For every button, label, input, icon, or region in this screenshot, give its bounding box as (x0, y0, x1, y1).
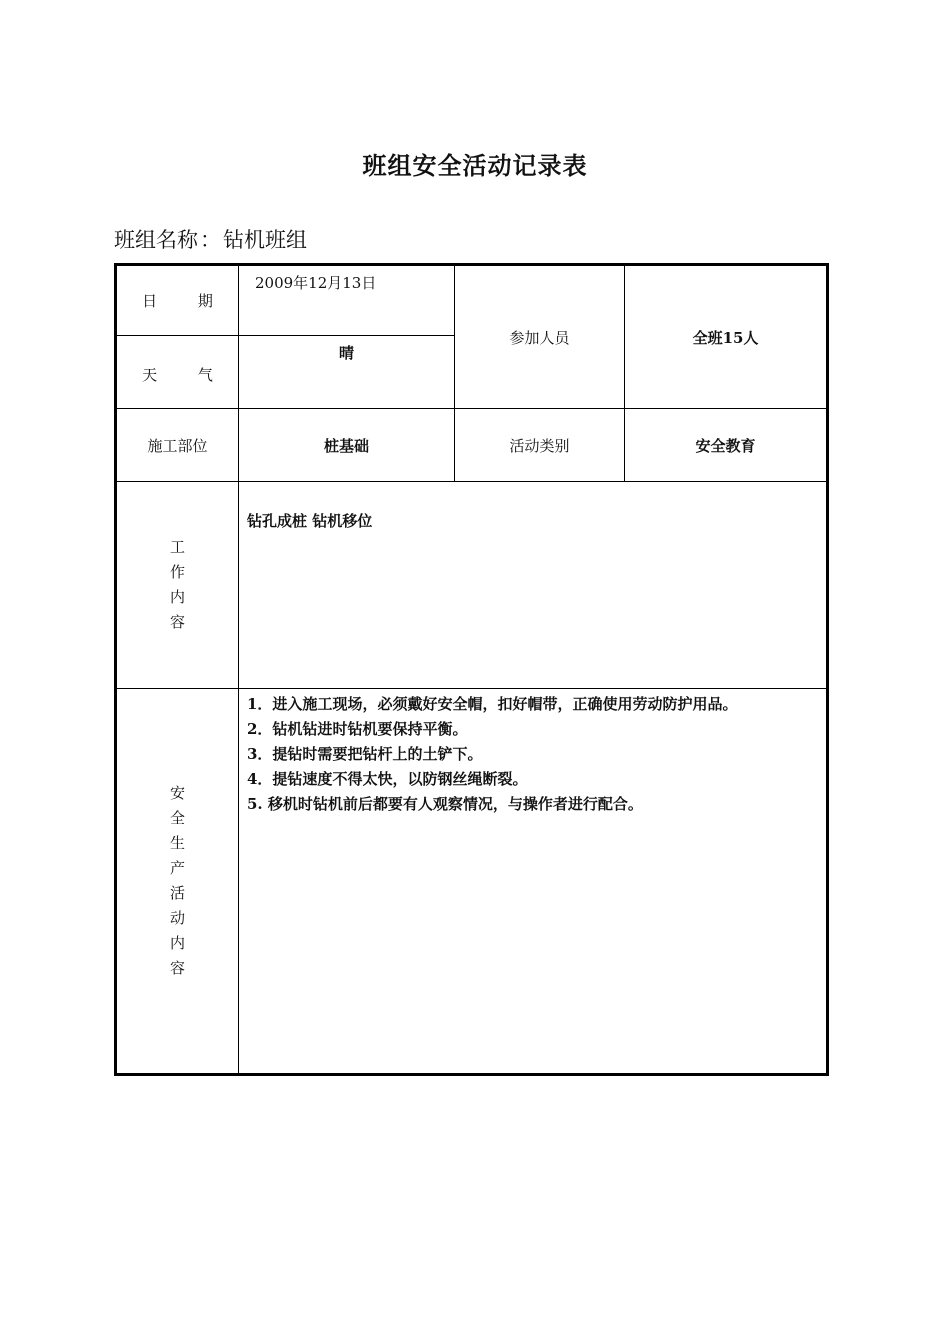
weather-label: 天 气 (142, 365, 231, 384)
safety-item: 5. 移机时钻机前后都要有人观察情况，与操作者进行配合。 (247, 795, 643, 813)
activity-record-table (114, 263, 829, 1076)
safety-label-char: 活 (169, 884, 185, 902)
safety-item: 2．钻机钻进时钻机要保持平衡。 (247, 720, 468, 738)
work-label-char: 内 (169, 588, 185, 606)
work-content-cell (247, 509, 817, 534)
safety-item: 4．提钻速度不得太快，以防钢丝绳断裂。 (247, 770, 528, 788)
page-title: 班组安全活动记录表 (362, 151, 588, 180)
date-value-cell (255, 272, 445, 302)
location-value-cell (239, 409, 454, 481)
weather-label-cell (117, 359, 238, 389)
team-name-value: 钻机班组 (223, 228, 307, 252)
date-label: 日 期 (142, 292, 231, 310)
category-value-cell (625, 409, 826, 481)
safety-label-char: 动 (169, 909, 185, 927)
grid-line (117, 335, 455, 336)
safety-item-list (247, 692, 825, 817)
team-name-line (114, 224, 307, 254)
participants-value: 全班15人 (692, 328, 759, 347)
safety-label-char: 生 (169, 834, 185, 852)
date-label-cell (117, 266, 238, 335)
team-name-label: 班组名称 (114, 228, 198, 252)
location-label: 施工部位 (147, 436, 208, 455)
category-label: 活动类别 (509, 436, 570, 455)
safety-item: 1．进入施工现场，必须戴好安全帽，扣好帽带，正确使用劳动防护用品。 (247, 695, 738, 713)
safety-content-label-cell (117, 689, 238, 1073)
participants-label-cell (455, 266, 624, 408)
safety-label-char: 容 (169, 959, 185, 977)
safety-content-cell (247, 692, 825, 817)
safety-label-char: 全 (169, 809, 185, 827)
work-label-char: 容 (169, 613, 185, 631)
safety-label-char: 内 (169, 934, 185, 952)
weather-value-cell (239, 338, 454, 366)
safety-label-char: 产 (169, 859, 185, 877)
team-name-separator: ： (200, 228, 221, 252)
safety-label-char: 安 (169, 784, 185, 802)
participants-value-cell (625, 266, 826, 408)
safety-item: 3．提钻时需要把钻杆上的土铲下。 (247, 745, 483, 763)
work-content: 钻孔成桩 钻机移位 (247, 512, 373, 530)
work-label-char: 工 (169, 538, 185, 556)
location-value: 桩基础 (323, 436, 369, 455)
work-content-label-cell (117, 482, 238, 688)
work-label-char: 作 (169, 563, 185, 581)
category-value: 安全教育 (695, 436, 756, 455)
weather-value: 晴 (338, 343, 354, 362)
grid-line (238, 266, 239, 1073)
category-label-cell (455, 409, 624, 481)
participants-label: 参加人员 (509, 328, 570, 347)
location-label-cell (117, 409, 238, 481)
date-value: 2009年12月13日 (255, 274, 377, 292)
